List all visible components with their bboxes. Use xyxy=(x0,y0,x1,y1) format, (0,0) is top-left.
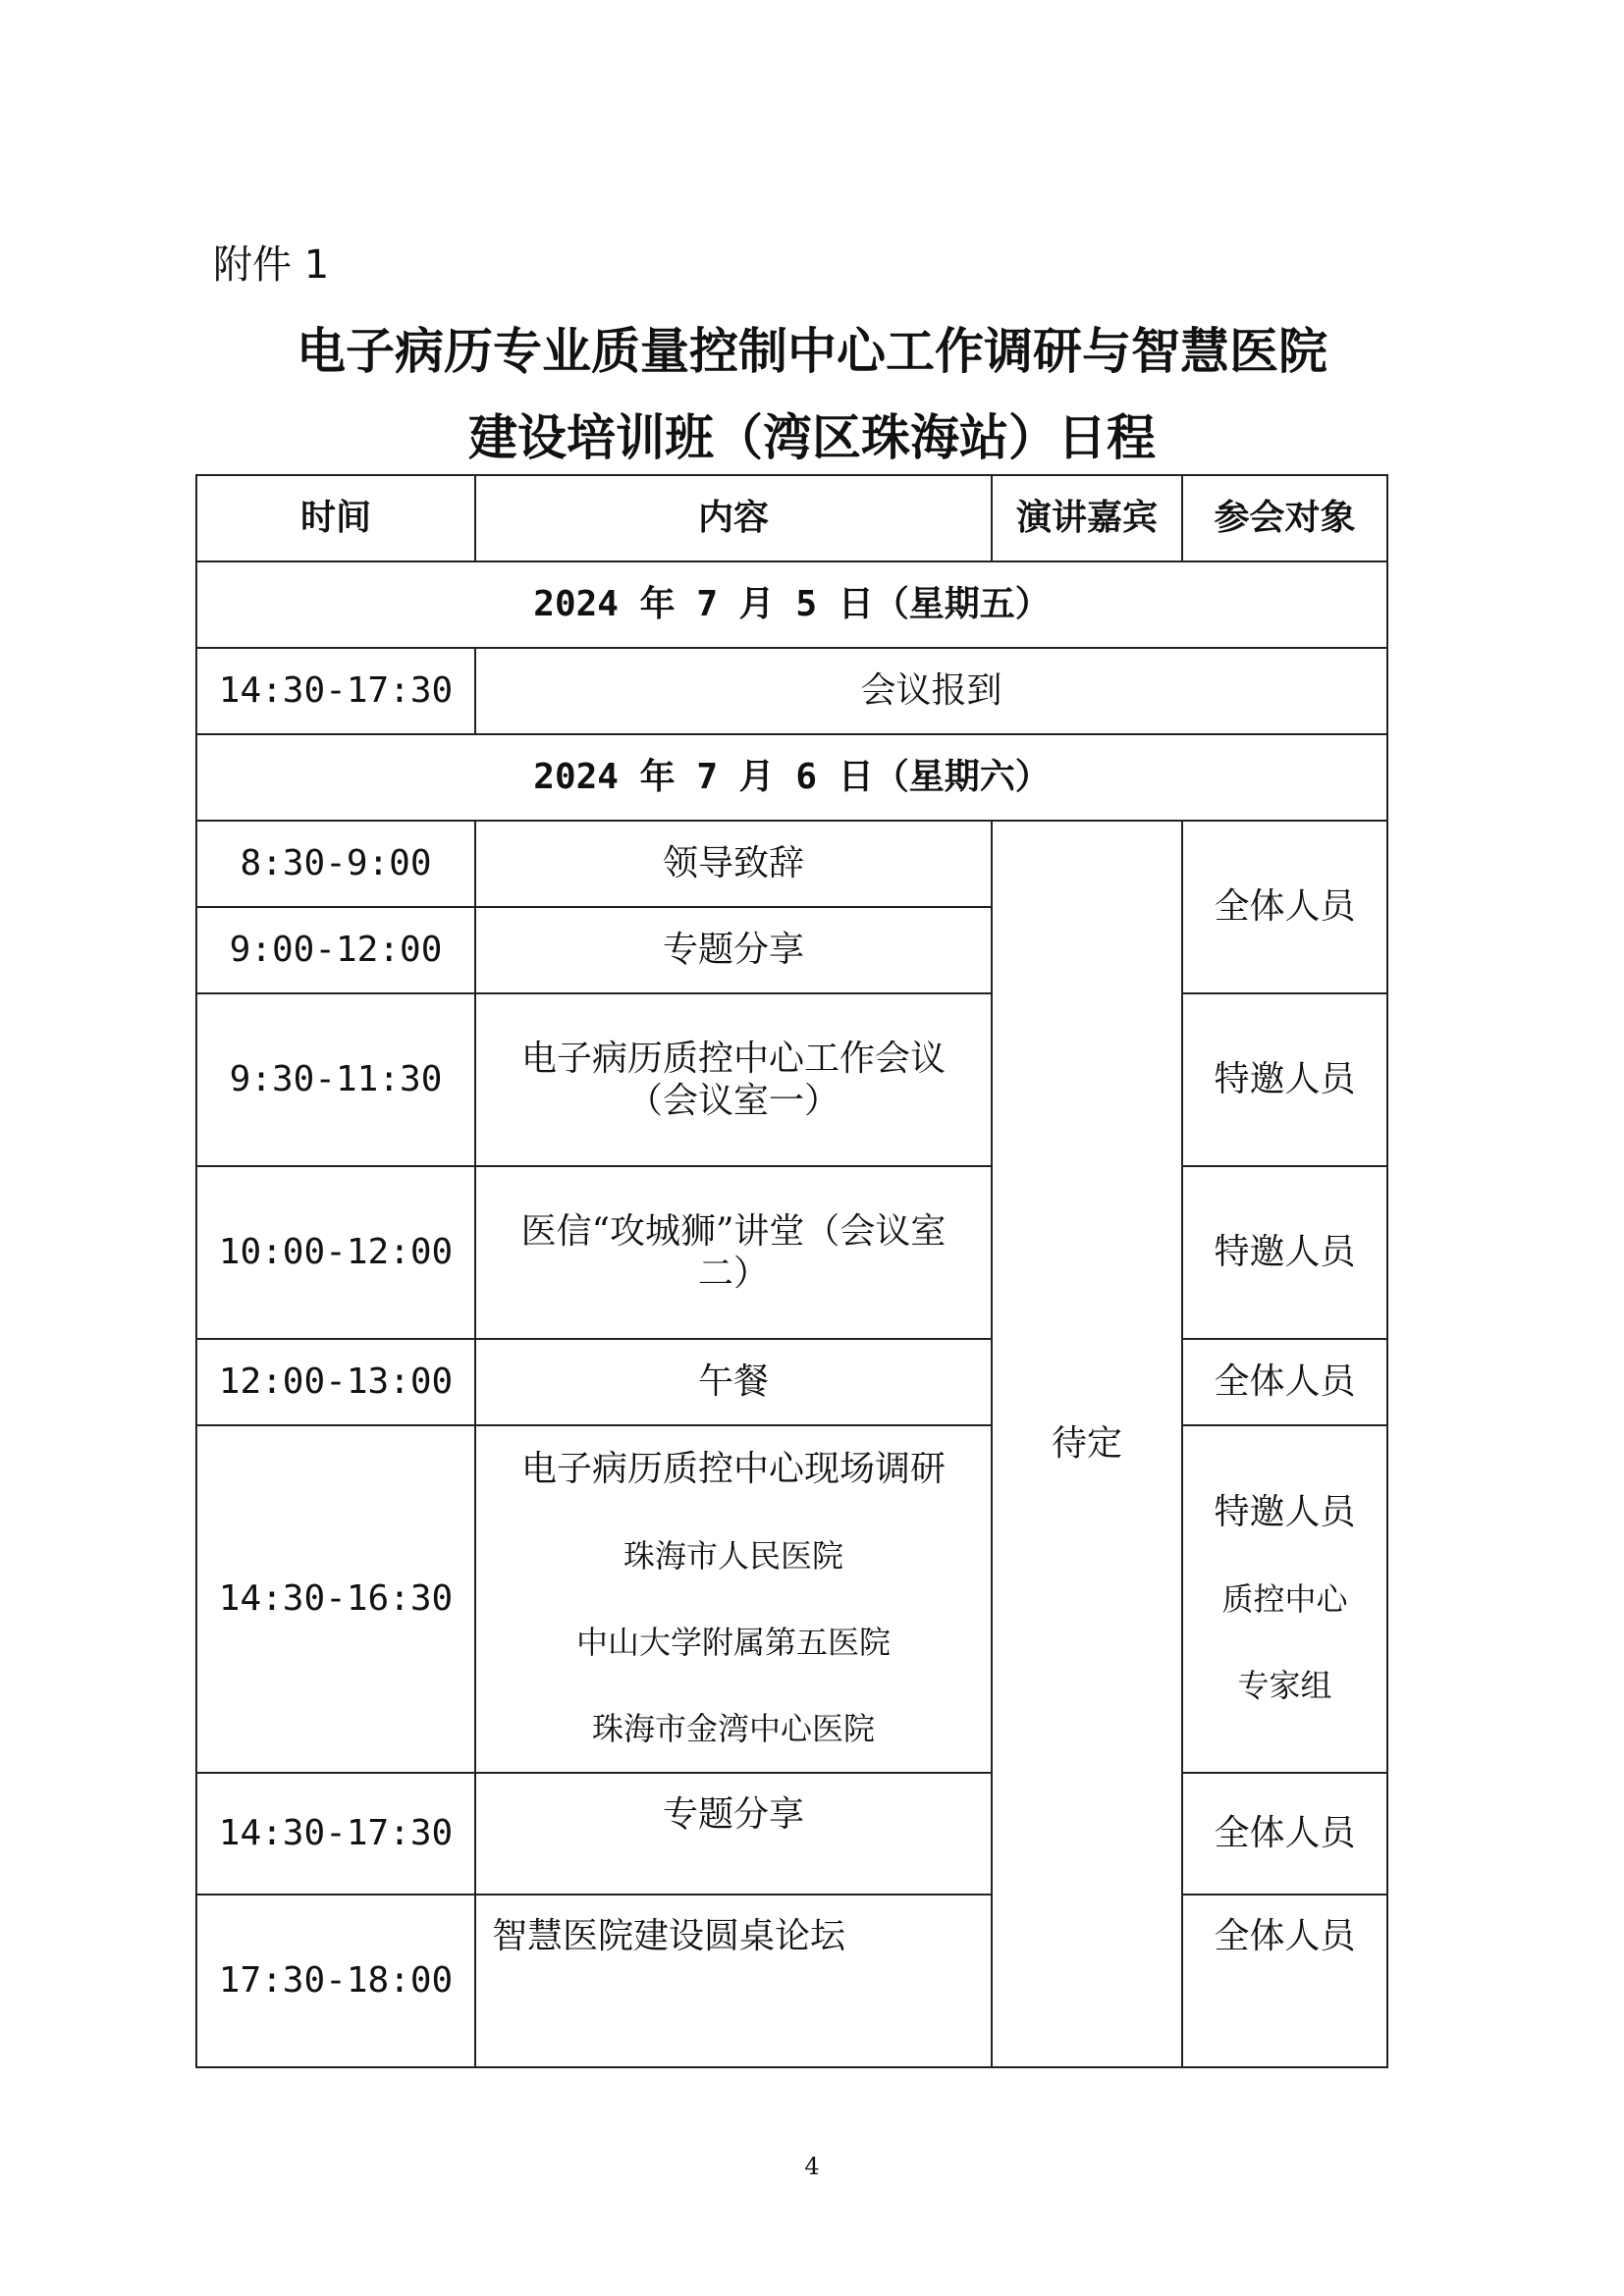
table-row xyxy=(196,1339,1387,1425)
schedule-table xyxy=(195,474,1388,2068)
audience-line: 专家组 xyxy=(1237,1667,1332,1704)
row-content: 智慧医院建设圆桌论坛 xyxy=(475,1895,992,2067)
content-line: 二） xyxy=(697,1254,769,1294)
content-line: （会议室一） xyxy=(626,1081,839,1121)
row-content xyxy=(475,993,992,1166)
header-content: 内容 xyxy=(475,475,992,561)
attachment-label: 附件 1 xyxy=(213,242,330,288)
row-audience: 全体人员 xyxy=(1182,1773,1387,1895)
row-time: 8:30-9:00 xyxy=(196,821,475,907)
content-line: 中山大学附属第五医院 xyxy=(575,1624,891,1661)
row-time: 14:30-17:30 xyxy=(196,648,475,734)
row-audience: 特邀人员 xyxy=(1182,1166,1387,1339)
row-content xyxy=(475,1425,992,1773)
content-line: 医信“攻城狮”讲堂（会议室 xyxy=(520,1210,947,1252)
table-row xyxy=(196,1166,1387,1339)
row-content: 领导致辞 xyxy=(475,821,992,907)
row-time: 17:30-18:00 xyxy=(196,1895,475,2067)
row-time: 12:00-13:00 xyxy=(196,1339,475,1425)
document-title-line-1: 电子病历专业质量控制中心工作调研与智慧医院 xyxy=(297,323,1327,380)
row-content: 专题分享 xyxy=(475,907,992,993)
date-day1: 2024 年 7 月 5 日（星期五） xyxy=(196,561,1387,648)
row-content: 会议报到 xyxy=(475,648,1387,734)
table-row xyxy=(196,821,1387,907)
audience-line: 特邀人员 xyxy=(1214,1492,1356,1532)
header-time: 时间 xyxy=(196,475,475,561)
table-row xyxy=(196,1425,1387,1773)
content-line: 珠海市人民医院 xyxy=(623,1537,843,1575)
content-line: 电子病历质控中心工作会议 xyxy=(520,1038,946,1079)
date-day2: 2024 年 7 月 6 日（星期六） xyxy=(196,734,1387,821)
row-content: 专题分享 xyxy=(475,1773,992,1895)
document-title-line-2: 建设培训班（湾区珠海站）日程 xyxy=(468,409,1156,466)
table-row xyxy=(196,648,1387,734)
header-speaker: 演讲嘉宾 xyxy=(992,475,1182,561)
row-time: 9:00-12:00 xyxy=(196,907,475,993)
page-number: 4 xyxy=(804,2153,820,2180)
row-audience: 特邀人员 xyxy=(1182,993,1387,1166)
row-content xyxy=(475,1166,992,1339)
date-row-day1 xyxy=(196,561,1387,648)
row-audience: 全体人员 xyxy=(1182,1339,1387,1425)
row-audience: 全体人员 xyxy=(1182,821,1387,993)
row-time: 9:30-11:30 xyxy=(196,993,475,1166)
row-time: 14:30-16:30 xyxy=(196,1425,475,1773)
row-content: 午餐 xyxy=(475,1339,992,1425)
table-header-row xyxy=(196,475,1387,561)
table-row xyxy=(196,993,1387,1166)
row-time: 14:30-17:30 xyxy=(196,1773,475,1895)
table-row xyxy=(196,1773,1387,1895)
speaker-cell: 待定 xyxy=(992,821,1182,2067)
audience-line: 质控中心 xyxy=(1221,1580,1348,1618)
row-time: 10:00-12:00 xyxy=(196,1166,475,1339)
header-audience: 参会对象 xyxy=(1182,475,1387,561)
content-line: 电子病历质控中心现场调研 xyxy=(520,1449,946,1489)
content-line: 珠海市金湾中心医院 xyxy=(591,1710,875,1747)
table-row xyxy=(196,1895,1387,2067)
date-row-day2 xyxy=(196,734,1387,821)
row-audience: 全体人员 xyxy=(1182,1895,1387,2067)
row-audience xyxy=(1182,1425,1387,1773)
